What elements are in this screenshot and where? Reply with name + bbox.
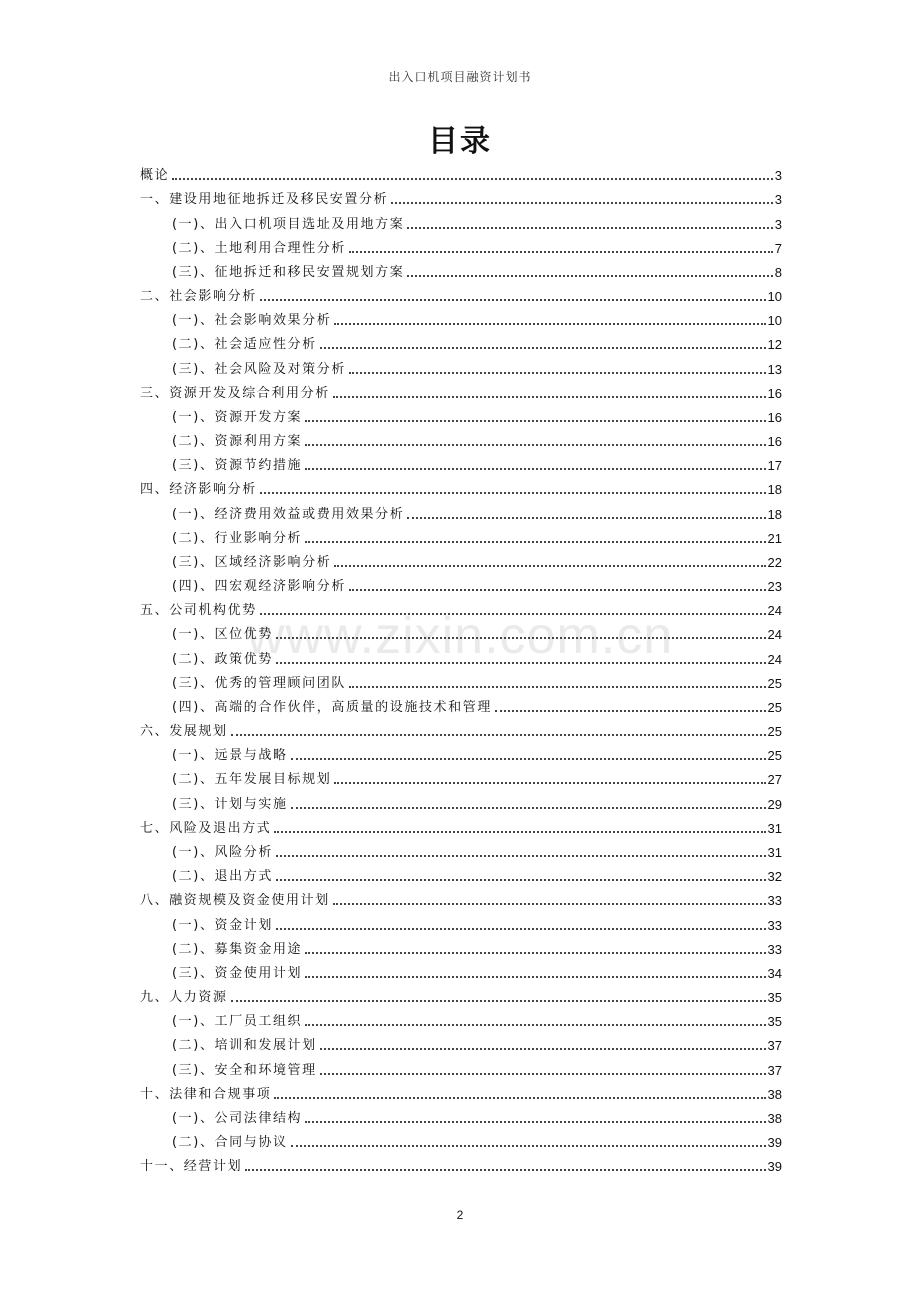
toc-entry-page: 13: [767, 361, 782, 377]
toc-dot-leader: [305, 1121, 765, 1123]
toc-entry-label: (三)、优秀的管理顾问团队: [172, 675, 346, 691]
toc-dot-leader: [305, 1024, 765, 1026]
toc-entry-label: (三)、征地拆迁和移民安置规划方案: [172, 264, 405, 280]
toc-subsection-entry[interactable]: [140, 1030, 782, 1054]
toc-subsection-entry[interactable]: [140, 208, 782, 232]
toc-entry-label: (一)、公司法律结构: [172, 1110, 303, 1126]
toc-entry-label: (一)、社会影响效果分析: [172, 313, 332, 329]
toc-entry-page: 33: [767, 941, 782, 957]
toc-dot-leader: [274, 831, 765, 833]
toc-entry-page: 35: [767, 1014, 782, 1030]
toc-subsection-entry[interactable]: [140, 643, 782, 667]
toc-subsection-entry[interactable]: [140, 353, 782, 377]
toc-entry-page: 8: [774, 264, 782, 280]
toc-dot-leader: [305, 444, 765, 446]
toc-subsection-entry[interactable]: [140, 257, 782, 281]
toc-dot-leader: [276, 855, 766, 857]
toc-entry-label: (三)、区域经济影响分析: [172, 554, 332, 570]
toc-subsection-entry[interactable]: [140, 934, 782, 958]
toc-entry-page: 33: [767, 917, 782, 933]
toc-dot-leader: [305, 541, 765, 543]
toc-entry-label: 七、风险及退出方式: [140, 820, 272, 836]
toc-entry-label: 四、经济影响分析: [140, 482, 257, 498]
toc-entry-page: 16: [767, 385, 782, 401]
toc-entry-page: 17: [767, 458, 782, 474]
toc-dot-leader: [320, 1048, 766, 1050]
toc-entry-page: 25: [767, 675, 782, 691]
toc-dot-leader: [334, 323, 765, 325]
toc-entry-page: 34: [767, 965, 782, 981]
toc-entry-label: 一、建设用地征地拆迁及移民安置分析: [140, 192, 389, 208]
toc-dot-leader: [260, 492, 766, 494]
toc-dot-leader: [333, 903, 766, 905]
toc-subsection-entry[interactable]: [140, 692, 782, 716]
toc-dot-leader: [407, 227, 772, 229]
toc-entry-page: 12: [767, 337, 782, 353]
toc-section-entry[interactable]: [140, 474, 782, 498]
toc-entry-label: (三)、资源节约措施: [172, 458, 303, 474]
toc-entry-page: 33: [767, 893, 782, 909]
toc-subsection-entry[interactable]: [140, 571, 782, 595]
toc-entry-page: 27: [767, 772, 782, 788]
toc-section-entry[interactable]: [140, 1079, 782, 1103]
toc-entry-page: 37: [767, 1062, 782, 1078]
toc-entry-page: 25: [767, 699, 782, 715]
toc-dot-leader: [274, 1097, 765, 1099]
toc-subsection-entry[interactable]: [140, 450, 782, 474]
toc-subsection-entry[interactable]: [140, 498, 782, 522]
toc-entry-page: 37: [767, 1038, 782, 1054]
toc-entry-label: (一)、工厂员工组织: [172, 1014, 303, 1030]
toc-dot-leader: [334, 782, 765, 784]
toc-entry-page: 18: [767, 506, 782, 522]
toc-dot-leader: [231, 1000, 766, 1002]
toc-subsection-entry[interactable]: [140, 523, 782, 547]
toc-subsection-entry[interactable]: [140, 402, 782, 426]
toc-dot-leader: [391, 202, 773, 204]
toc-entry-page: 31: [767, 844, 782, 860]
toc-dot-leader: [260, 613, 766, 615]
toc-dot-leader: [291, 807, 766, 809]
toc-subsection-entry[interactable]: [140, 764, 782, 788]
toc-entry-label: (二)、募集资金用途: [172, 941, 303, 957]
toc-dot-leader: [245, 1169, 765, 1171]
toc-entry-page: 35: [767, 990, 782, 1006]
toc-entry-label: (三)、社会风险及对策分析: [172, 361, 346, 377]
toc-entry-page: 10: [767, 289, 782, 305]
toc-dot-leader: [276, 637, 766, 639]
toc-entry-page: 24: [767, 603, 782, 619]
toc-entry-label: 五、公司机构优势: [140, 603, 257, 619]
toc-dot-leader: [291, 758, 766, 760]
toc-entry-label: (三)、计划与实施: [172, 796, 288, 812]
toc-entry-label: (二)、资源利用方案: [172, 434, 303, 450]
toc-dot-leader: [260, 299, 766, 301]
toc-dot-leader: [349, 589, 766, 591]
watermark: www.zixin.com.cn: [246, 607, 674, 665]
toc-entry-page: 16: [767, 434, 782, 450]
toc-subsection-entry[interactable]: [140, 861, 782, 885]
toc-dot-leader: [407, 275, 772, 277]
toc-entry-page: 29: [767, 796, 782, 812]
toc-section-entry[interactable]: [140, 1151, 782, 1175]
toc-entry-label: 概论: [140, 168, 170, 184]
toc-entry-label: 八、融资规模及资金使用计划: [140, 893, 330, 909]
toc-subsection-entry[interactable]: [140, 1127, 782, 1151]
toc-section-entry[interactable]: [140, 716, 782, 740]
toc-entry-label: (二)、合同与协议: [172, 1135, 288, 1151]
toc-dot-leader: [305, 420, 765, 422]
toc-subsection-entry[interactable]: [140, 426, 782, 450]
toc-entry-page: 31: [767, 820, 782, 836]
toc-subsection-entry[interactable]: [140, 1054, 782, 1078]
toc-entry-page: 25: [767, 748, 782, 764]
toc-dot-leader: [333, 396, 766, 398]
toc-dot-leader: [349, 686, 766, 688]
toc-subsection-entry[interactable]: [140, 909, 782, 933]
toc-dot-leader: [172, 178, 773, 180]
toc-section-entry[interactable]: [140, 595, 782, 619]
toc-entry-label: (二)、行业影响分析: [172, 530, 303, 546]
toc-entry-page: 18: [767, 482, 782, 498]
toc-dot-leader: [305, 468, 765, 470]
toc-entry-label: (三)、安全和环境管理: [172, 1062, 317, 1078]
toc-entry-label: (一)、出入口机项目选址及用地方案: [172, 216, 405, 232]
toc-entry-label: 三、资源开发及综合利用分析: [140, 385, 330, 401]
toc-section-entry[interactable]: [140, 160, 782, 184]
toc-entry-label: (二)、政策优势: [172, 651, 273, 667]
toc-dot-leader: [291, 1145, 766, 1147]
toc-dot-leader: [320, 1073, 766, 1075]
toc-entry-page: 22: [767, 554, 782, 570]
toc-subsection-entry[interactable]: [140, 788, 782, 812]
toc-section-entry[interactable]: [140, 813, 782, 837]
toc-dot-leader: [276, 879, 766, 881]
toc-section-entry[interactable]: [140, 378, 782, 402]
toc-entry-label: 十、法律和合规事项: [140, 1086, 272, 1102]
toc-dot-leader: [320, 347, 766, 349]
toc-entry-label: (一)、远景与战略: [172, 748, 288, 764]
toc-entry-page: 7: [774, 240, 782, 256]
toc-dot-leader: [231, 734, 766, 736]
toc-entry-label: (二)、五年发展目标规划: [172, 772, 332, 788]
toc-entry-label: (四)、四宏观经济影响分析: [172, 579, 346, 595]
toc-entry-page: 3: [774, 192, 782, 208]
toc-entry-page: 3: [774, 216, 782, 232]
page-header: 出入口机项目融资计划书: [388, 70, 532, 84]
toc-entry-page: 16: [767, 409, 782, 425]
toc-entry-page: 39: [767, 1135, 782, 1151]
toc-subsection-entry[interactable]: [140, 740, 782, 764]
toc-entry-page: 32: [767, 869, 782, 885]
toc-entry-label: (一)、资金计划: [172, 917, 273, 933]
toc-entry-label: 十一、经营计划: [140, 1159, 243, 1175]
toc-entry-label: (四)、高端的合作伙伴，高质量的设施技术和管理: [172, 699, 492, 715]
page-title: 目录: [428, 124, 492, 159]
toc-entry-page: 24: [767, 651, 782, 667]
toc-entry-label: (三)、资金使用计划: [172, 965, 303, 981]
toc-entry-label: (一)、经济费用效益或费用效果分析: [172, 506, 405, 522]
toc-entry-page: 3: [774, 168, 782, 184]
toc-entry-page: 38: [767, 1086, 782, 1102]
toc-subsection-entry[interactable]: [140, 668, 782, 692]
toc-subsection-entry[interactable]: [140, 1006, 782, 1030]
toc-subsection-entry[interactable]: [140, 958, 782, 982]
toc-section-entry[interactable]: [140, 885, 782, 909]
toc-entry-label: (二)、培训和发展计划: [172, 1038, 317, 1054]
toc-entry-page: 24: [767, 627, 782, 643]
toc-section-entry[interactable]: [140, 184, 782, 208]
page-number: 2: [456, 1208, 464, 1222]
toc-entry-label: (二)、退出方式: [172, 869, 273, 885]
toc-entry-page: 10: [767, 313, 782, 329]
toc-entry-page: 39: [767, 1159, 782, 1175]
toc-entry-page: 25: [767, 724, 782, 740]
toc-dot-leader: [276, 928, 766, 930]
toc-dot-leader: [305, 952, 765, 954]
toc-subsection-entry[interactable]: [140, 1103, 782, 1127]
toc-dot-leader: [305, 976, 765, 978]
toc-entry-label: (二)、土地利用合理性分析: [172, 240, 346, 256]
toc-subsection-entry[interactable]: [140, 329, 782, 353]
toc-entry-label: 九、人力资源: [140, 990, 228, 1006]
toc-dot-leader: [334, 565, 765, 567]
toc-section-entry[interactable]: [140, 982, 782, 1006]
toc-entry-label: (一)、风险分析: [172, 844, 273, 860]
toc-entry-label: (二)、社会适应性分析: [172, 337, 317, 353]
toc-entry-page: 23: [767, 579, 782, 595]
toc-dot-leader: [407, 517, 765, 519]
toc-entry-page: 21: [767, 530, 782, 546]
toc-subsection-entry[interactable]: [140, 837, 782, 861]
toc-subsection-entry[interactable]: [140, 619, 782, 643]
toc-dot-leader: [349, 372, 766, 374]
toc-entry-label: 二、社会影响分析: [140, 289, 257, 305]
toc-entry-label: (一)、区位优势: [172, 627, 273, 643]
toc-entry-label: 六、发展规划: [140, 724, 228, 740]
toc-entry-page: 38: [767, 1110, 782, 1126]
toc-subsection-entry[interactable]: [140, 547, 782, 571]
toc-section-entry[interactable]: [140, 281, 782, 305]
table-of-contents: [140, 160, 782, 1175]
toc-subsection-entry[interactable]: [140, 305, 782, 329]
toc-entry-label: (一)、资源开发方案: [172, 409, 303, 425]
toc-subsection-entry[interactable]: [140, 233, 782, 257]
toc-dot-leader: [276, 662, 766, 664]
toc-dot-leader: [349, 251, 773, 253]
toc-dot-leader: [495, 710, 766, 712]
